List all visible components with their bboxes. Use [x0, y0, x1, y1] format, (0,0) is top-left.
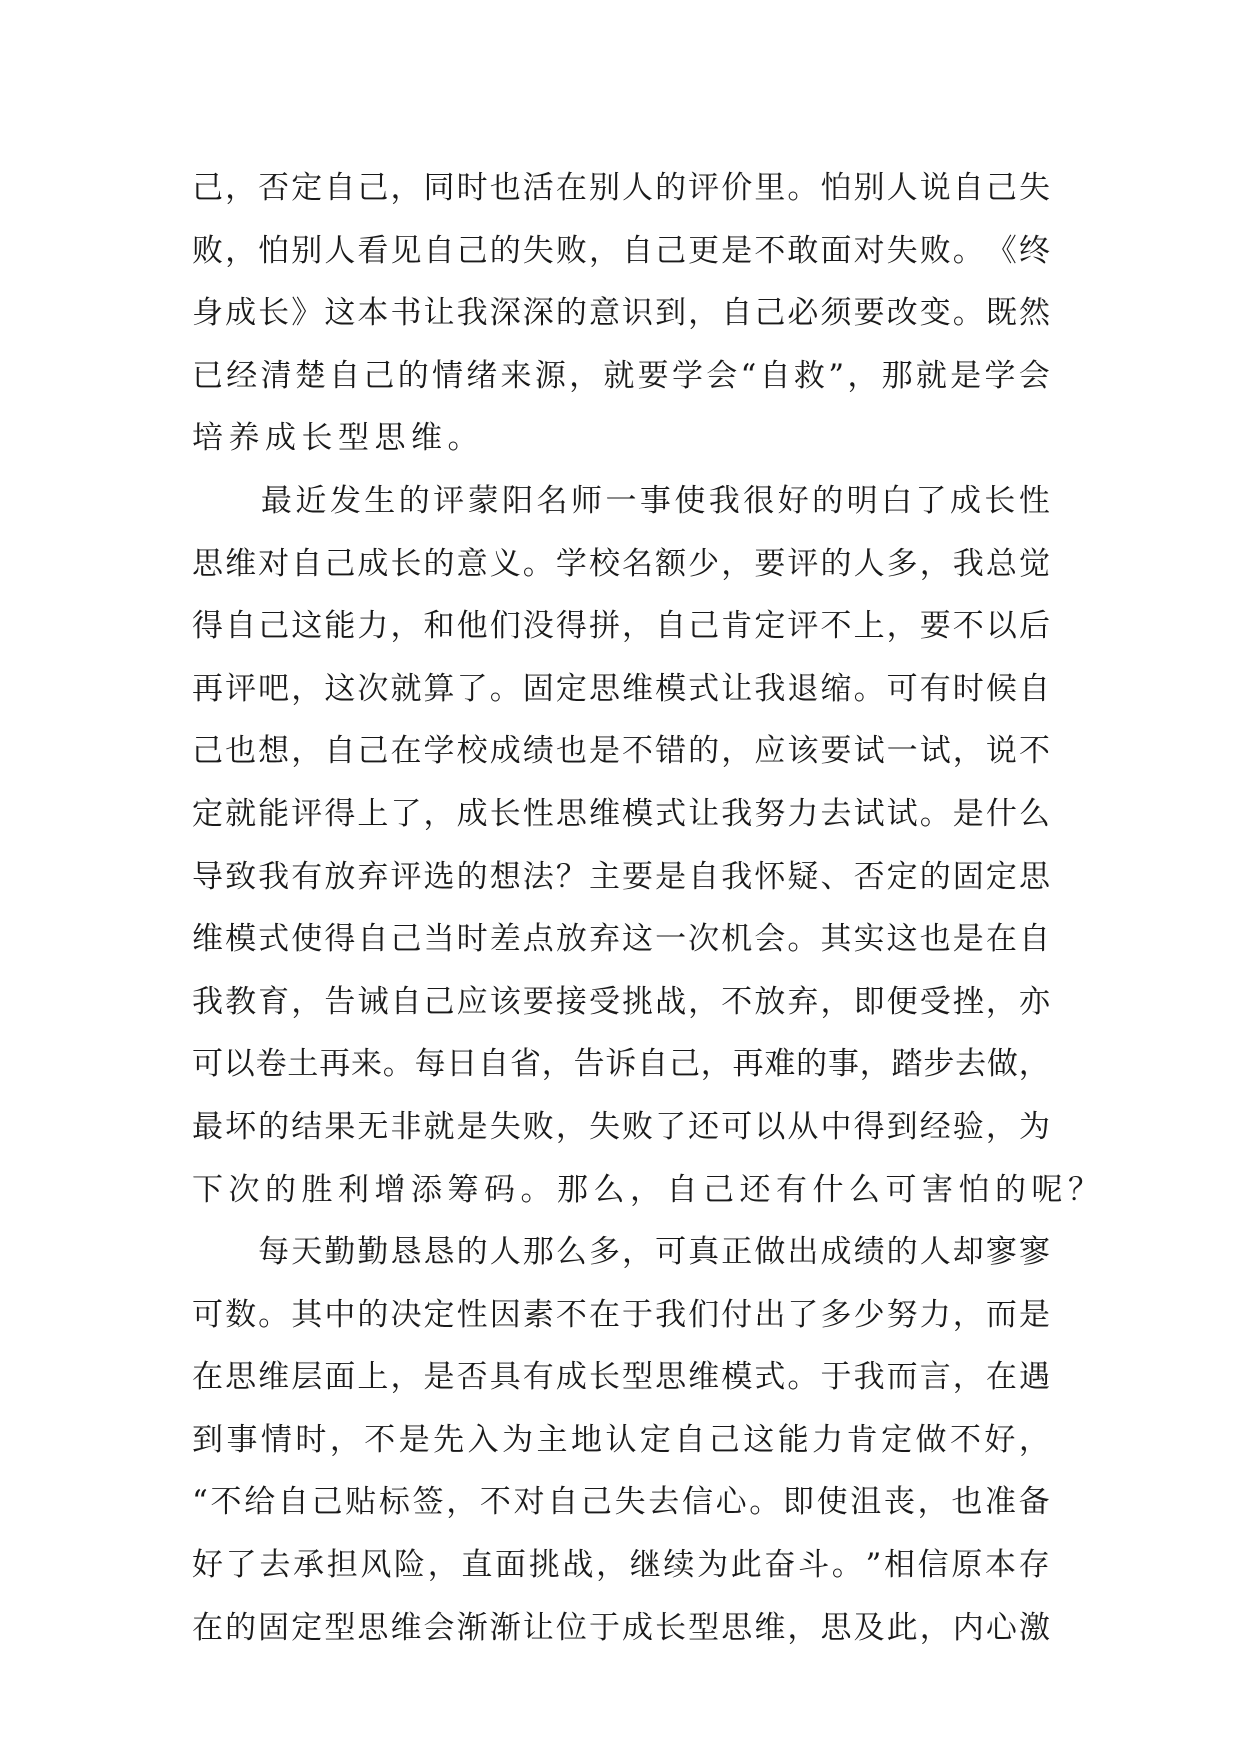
text-line: 导 致 我 有 放 弃 评 选 的 想 法 ？ 主 要 是 自 我 怀 疑 、 否 定 的 固 定 思	[192, 858, 1050, 895]
text-line: 可 数 。 其 中 的 决 定 性 因 素 不 在 于 我 们 付 出 了 多 少 努 力 ， 而 是	[192, 1296, 1050, 1333]
text-line: 可 以 卷 土 再 来 。 每 日 自 省 ， 告 诉 自 己 ， 再 难 的 事 ， 踏 步 去 做 ，	[192, 1046, 1050, 1083]
text-line: 下次的胜利增添筹码。那么，自己还有什么可害怕的呢？	[192, 1171, 1105, 1208]
text-line: 培养成长型思维。	[192, 420, 484, 457]
text-line: 维 模 式 使 得 自 己 当 时 差 点 放 弃 这 一 次 机 会 。 其 实 这 也 是 在 自	[192, 921, 1050, 958]
text-line: 身 成 长 》 这 本 书 让 我 深 深 的 意 识 到 ， 自 己 必 须 要 改 变 。 既 然	[192, 295, 1050, 332]
text-line: 定 就 能 评 得 上 了 ， 成 长 性 思 维 模 式 让 我 努 力 去 试 试 。 是 什 么	[192, 795, 1050, 832]
text-line: “ 不 给 自 己 贴 标 签 ， 不 对 自 己 失 去 信 心 。 即 使 沮 丧 ， 也 准 备	[192, 1484, 1050, 1521]
text-line: 己 ， 否 定 自 己 ， 同 时 也 活 在 别 人 的 评 价 里 。 怕 别 人 说 自 己 失	[192, 170, 1050, 206]
text-line: 再 评 吧 ， 这 次 就 算 了 。 固 定 思 维 模 式 让 我 退 缩 。 可 有 时 候 自	[192, 670, 1050, 707]
text-line: 好 了 去 承 担 风 险 ， 直 面 挑 战 ， 继 续 为 此 奋 斗 。 ” 相 信 原 本 存	[192, 1547, 1050, 1584]
text-line: 得 自 己 这 能 力 ， 和 他 们 没 得 拼 ， 自 己 肯 定 评 不 上 ， 要 不 以 后	[192, 608, 1050, 645]
text-line: 在 思 维 层 面 上 ， 是 否 具 有 成 长 型 思 维 模 式 。 于 我 而 言 ， 在 遇	[192, 1359, 1050, 1396]
text-line: 已 经 清 楚 自 己 的 情 绪 来 源 ， 就 要 学 会 “ 自 救 ” ， 那 就 是 学 会	[192, 357, 1050, 394]
text-line: 我 教 育 ， 告 诫 自 己 应 该 要 接 受 挑 战 ， 不 放 弃 ， 即 便 受 挫 ， 亦	[192, 983, 1050, 1020]
text-line: 最 坏 的 结 果 无 非 就 是 失 败 ， 失 败 了 还 可 以 从 中 得 到 经 验 ， 为	[192, 1108, 1050, 1145]
text-line: 到 事 情 时 ， 不 是 先 入 为 主 地 认 定 自 己 这 能 力 肯 定 做 不 好 ，	[192, 1421, 1050, 1458]
text-line: 败 ， 怕 别 人 看 见 自 己 的 失 败 ， 自 己 更 是 不 敢 面 对 失 败 。 《 终	[192, 232, 1050, 269]
body-text	[192, 157, 1105, 1659]
text-line: 最 近 发 生 的 评 蒙 阳 名 师 一 事 使 我 很 好 的 明 白 了 成 长 性	[260, 482, 1050, 519]
text-line: 思 维 对 自 己 成 长 的 意 义 。 学 校 名 额 少 ， 要 评 的 人 多 ， 我 总 觉	[192, 545, 1050, 582]
text-line: 己 也 想 ， 自 己 在 学 校 成 绩 也 是 不 错 的 ， 应 该 要 试 一 试 ， 说 不	[192, 733, 1050, 770]
text-line: 每 天 勤 勤 恳 恳 的 人 那 么 多 ， 可 真 正 做 出 成 绩 的 人 却 寥 寥	[258, 1234, 1050, 1271]
text-line: 在 的 固 定 型 思 维 会 渐 渐 让 位 于 成 长 型 思 维 ， 思 及 此 ， 内 心 激	[192, 1609, 1050, 1646]
